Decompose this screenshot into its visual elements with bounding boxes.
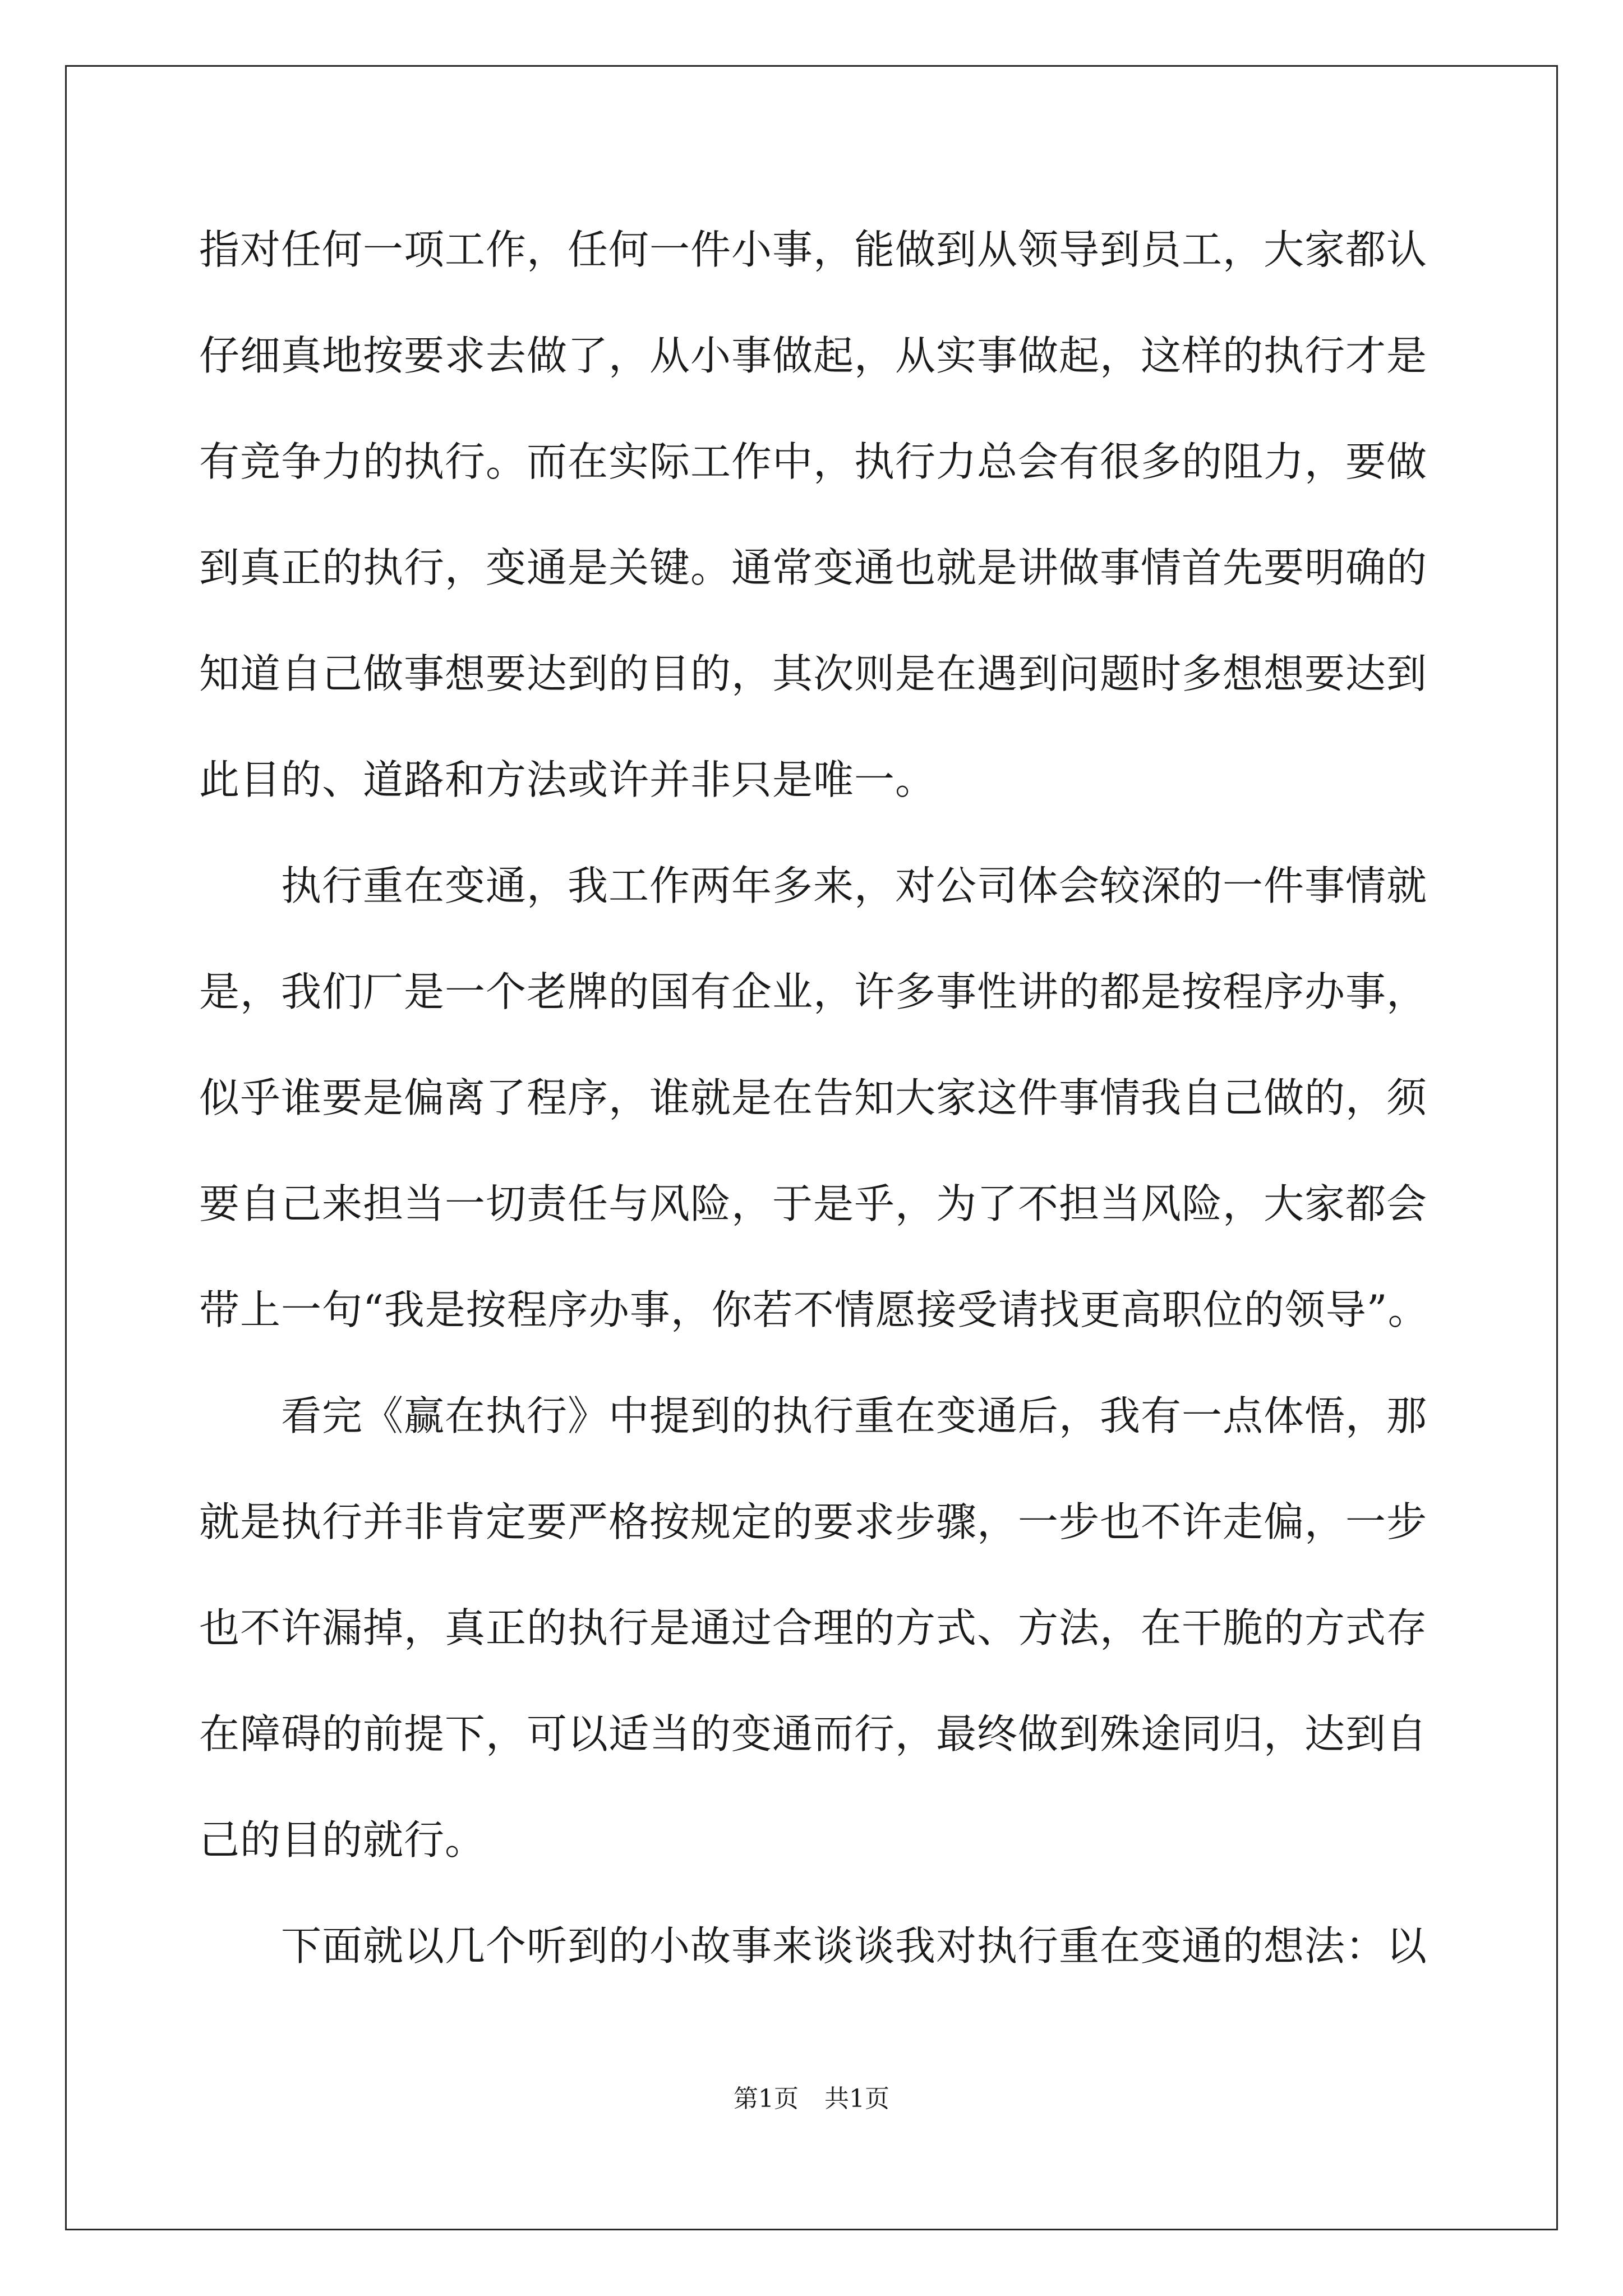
text-line: 要自己来担当一切责任与风险，于是乎，为了不担当风险，大家都会 bbox=[199, 1180, 1428, 1227]
text-line: 在障碍的前提下，可以适当的变通而行，最终做到殊途同归，达到自 bbox=[199, 1710, 1428, 1757]
text-line: 似乎谁要是偏离了程序，谁就是在告知大家这件事情我自己做的，须 bbox=[199, 1074, 1428, 1121]
text-line: 带上一句“我是按程序办事，你若不情愿接受请找更高职位的领导”。 bbox=[199, 1286, 1429, 1333]
text-line: 知道自己做事想要达到的目的，其次则是在遇到问题时多想想要达到 bbox=[199, 650, 1428, 697]
page-footer bbox=[0, 2082, 1623, 2116]
text-line: 此目的、道路和方法或许并非只是唯一。 bbox=[199, 756, 937, 803]
text-line: 也不许漏掉，真正的执行是通过合理的方式、方法，在干脆的方式存 bbox=[199, 1604, 1428, 1651]
text-line: 指对任何一项工作，任何一件小事，能做到从领导到员工，大家都认 bbox=[199, 226, 1428, 273]
text-line: 有竞争力的执行。而在实际工作中，执行力总会有很多的阻力，要做 bbox=[199, 438, 1428, 485]
text-line: 到真正的执行，变通是关键。通常变通也就是讲做事情首先要明确的 bbox=[199, 544, 1428, 591]
paragraph-first-line: 下面就以几个听到的小故事来谈谈我对执行重在变通的想法：以 bbox=[281, 1922, 1428, 1970]
text-line: 仔细真地按要求去做了，从小事做起，从实事做起，这样的执行才是 bbox=[199, 332, 1428, 379]
page-total: 共1页 bbox=[824, 2085, 889, 2113]
document-body bbox=[199, 208, 1427, 2010]
paragraph-first-line: 执行重在变通，我工作两年多来，对公司体会较深的一件事情就 bbox=[281, 862, 1428, 909]
text-line: 就是执行并非肯定要严格按规定的要求步骤，一步也不许走偏，一步 bbox=[199, 1498, 1428, 1545]
text-line: 是，我们厂是一个老牌的国有企业，许多事性讲的都是按程序办事， bbox=[199, 968, 1428, 1015]
text-line: 己的目的就行。 bbox=[199, 1816, 486, 1864]
page-number: 第1页 bbox=[734, 2085, 799, 2113]
paragraph-first-line: 看完《赢在执行》中提到的执行重在变通后，我有一点体悟，那 bbox=[281, 1392, 1428, 1439]
